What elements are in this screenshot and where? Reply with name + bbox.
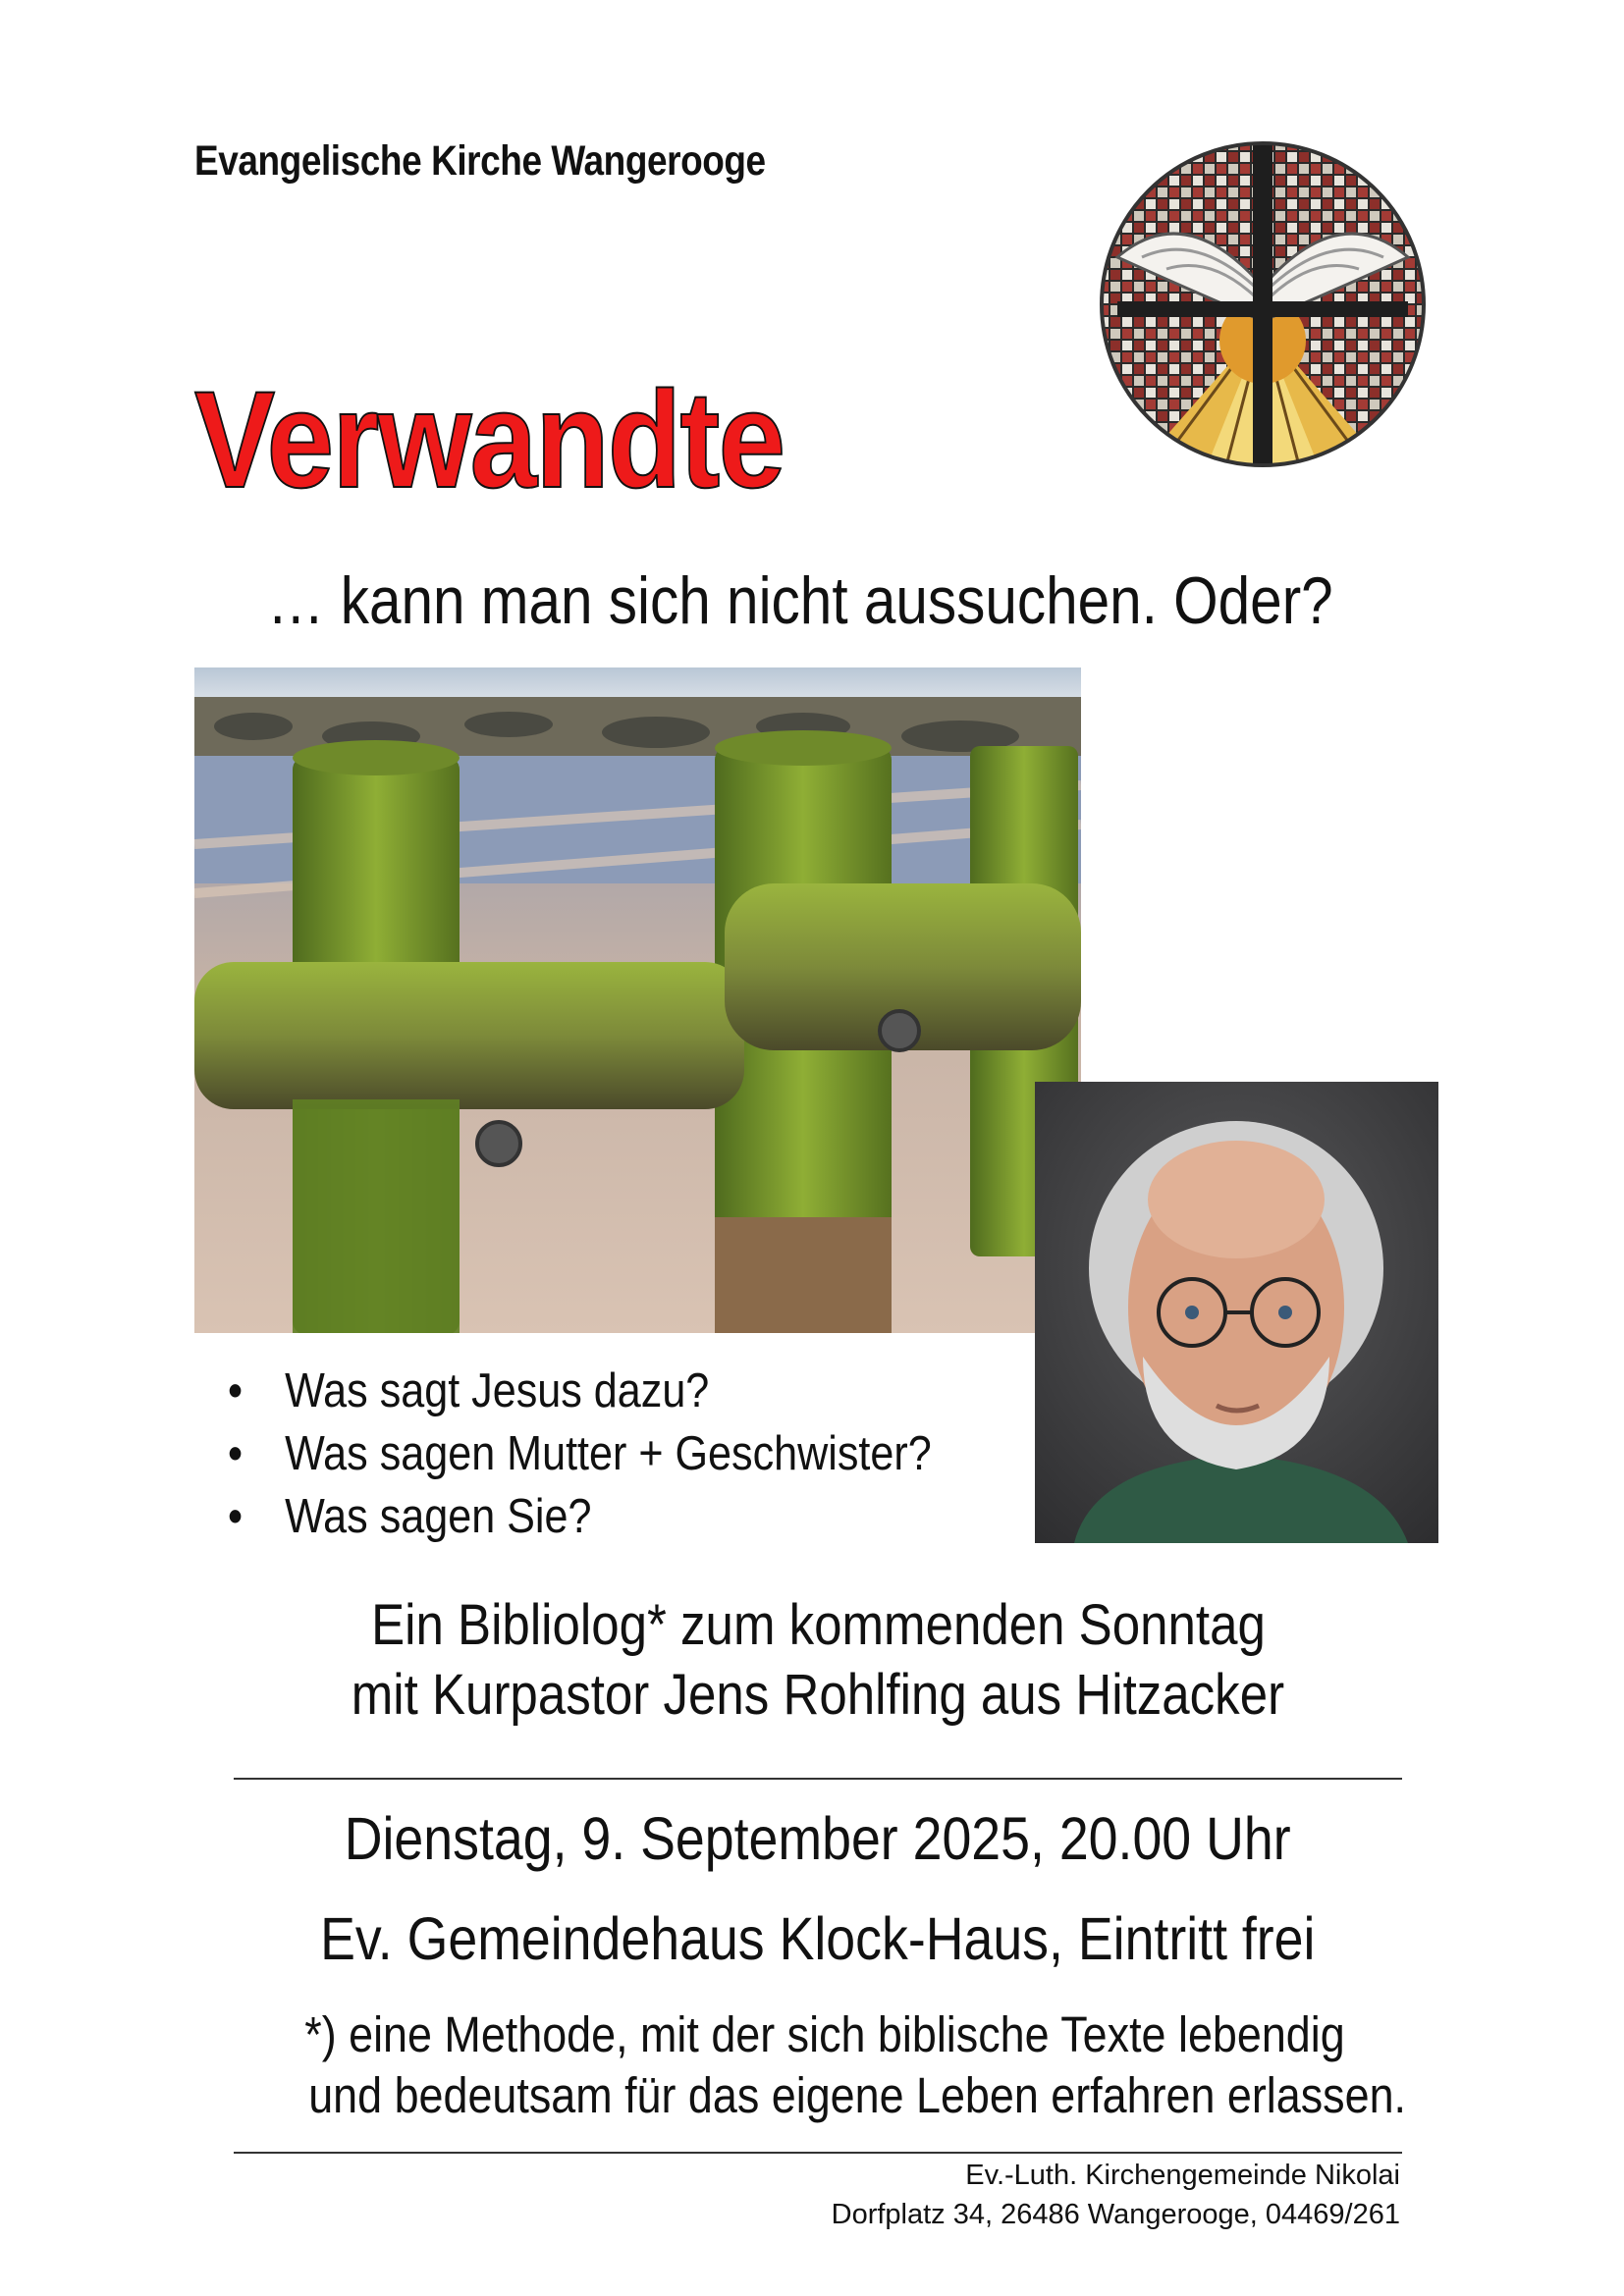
event-subtitle: … kann man sich nicht aussuchen. Oder? [267,563,1333,638]
contact-parish: Ev.-Luth. Kirchengemeinde Nikolai [965,2160,1400,2191]
divider [234,2152,1402,2154]
organization-name: Evangelische Kirche Wangerooge [194,137,766,185]
intro-text [234,1590,1402,1730]
portrait-man-glasses-photo [1035,1082,1438,1543]
footnote-line-1: *) eine Methode, mit der sich biblische Texte lebendig [304,2006,1345,2062]
footnote-line-2: und bedeutsam für das eigene Leben erfahren erlassen. [308,2067,1407,2123]
event-date [234,1804,1402,1873]
list-item: • Was sagen Mutter + Geschwister? [228,1422,932,1485]
contact-address: Dorfplatz 34, 26486 Wangerooge, 04469/261 [831,2199,1400,2230]
question-list [228,1360,932,1548]
list-item: • Was sagen Sie? [228,1485,932,1548]
intro-line-1: Ein Bibliolog* zum kommenden Sonntag [370,1593,1266,1657]
list-item: • Was sagt Jesus dazu? [228,1360,932,1422]
stained-glass-dove-cross-icon [1098,139,1428,469]
intro-line-2: mit Kurpastor Jens Rohlfing aus Hitzacker [351,1663,1285,1727]
footnote [234,2004,1407,2126]
divider [234,1778,1402,1780]
mossy-groyne-posts-beach-photo [194,667,1081,1333]
event-title: Verwandte [194,362,785,516]
contact-info [832,2156,1400,2234]
event-venue-text: Ev. Gemeindehaus Klock-Haus, Eintritt frei [320,1905,1316,1972]
event-date-text: Dienstag, 9. September 2025, 20.00 Uhr [345,1805,1291,1872]
event-venue [234,1904,1402,1973]
